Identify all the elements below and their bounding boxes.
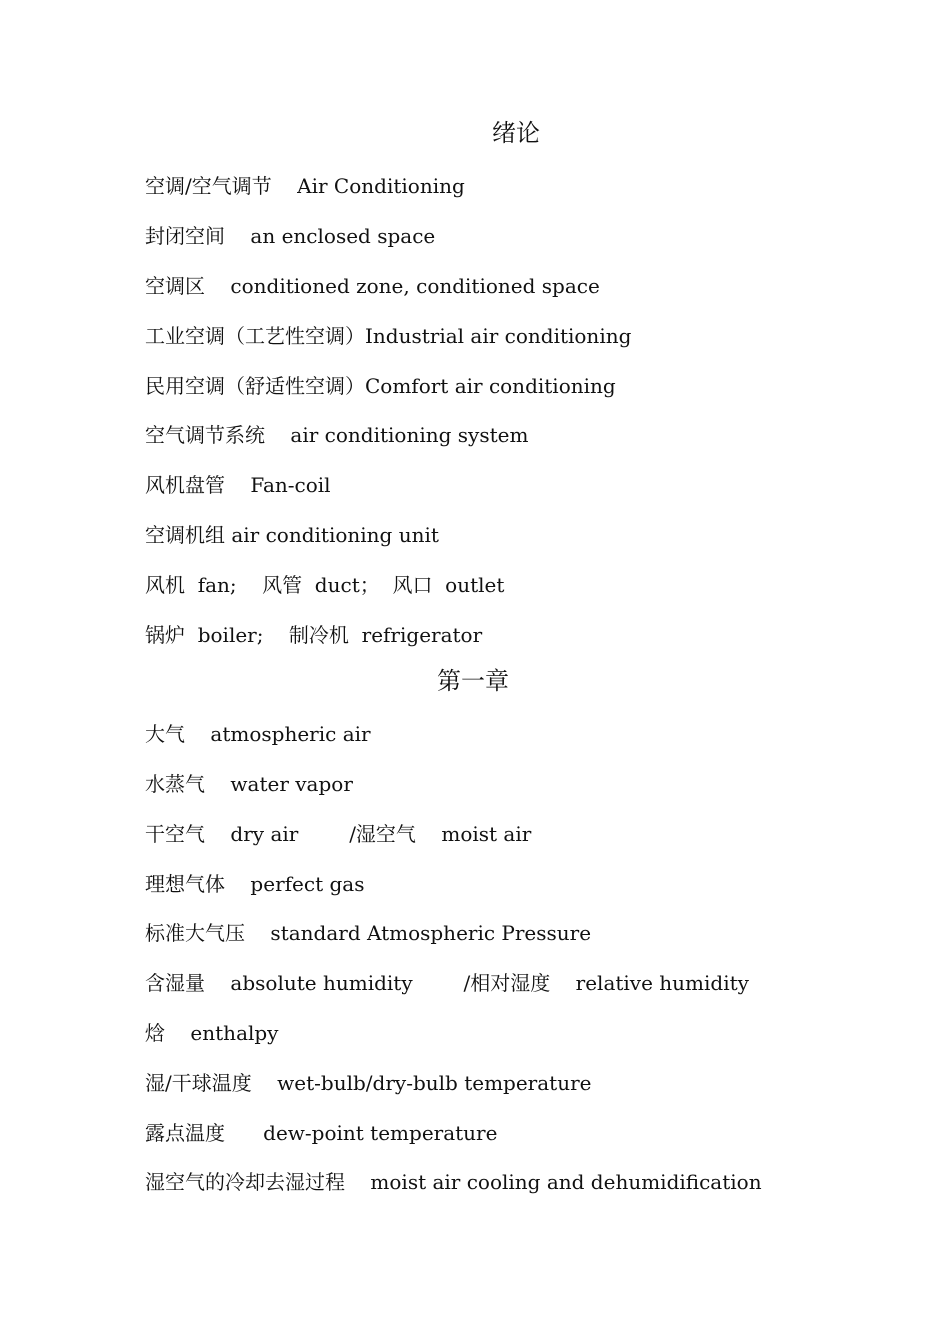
term-line: 风机 fan; 风管 duct； 风口 outlet: [145, 573, 505, 597]
term-line: 民用空调（舒适性空调）Comfort air conditioning: [145, 374, 616, 398]
term-line: 风机盘管 Fan-coil: [145, 473, 331, 497]
term-line: 空调机组 air conditioning unit: [145, 523, 439, 547]
section-title-intro: 绪论: [492, 119, 540, 147]
term-line: 工业空调（工艺性空调）Industrial air conditioning: [145, 324, 632, 348]
term-line: 大气 atmospheric air: [145, 722, 371, 746]
term-line: 标准大气压 standard Atmospheric Pressure: [145, 921, 592, 945]
term-line: 干空气 dry air /湿空气 moist air: [145, 822, 532, 846]
term-line: 封闭空间 an enclosed space: [145, 224, 436, 248]
term-line: 空调/空气调节 Air Conditioning: [145, 174, 465, 198]
term-line: 湿/干球温度 wet-bulb/dry-bulb temperature: [145, 1071, 592, 1095]
term-line: 含湿量 absolute humidity /相对湿度 relative humidity: [145, 971, 749, 995]
term-line: 焓 enthalpy: [145, 1021, 279, 1045]
term-line: 空调区 conditioned zone, conditioned space: [145, 274, 600, 298]
term-line: 锅炉 boiler; 制冷机 refrigerator: [145, 623, 483, 647]
term-line: 水蒸气 water vapor: [145, 772, 353, 796]
term-line: 露点温度 dew-point temperature: [145, 1121, 498, 1145]
section-title-chapter1: 第一章: [437, 667, 509, 695]
term-line: 理想气体 perfect gas: [145, 872, 365, 896]
term-line: 空气调节系统 air conditioning system: [145, 423, 529, 447]
term-line: 湿空气的冷却去湿过程 moist air cooling and dehumidification: [145, 1170, 762, 1194]
